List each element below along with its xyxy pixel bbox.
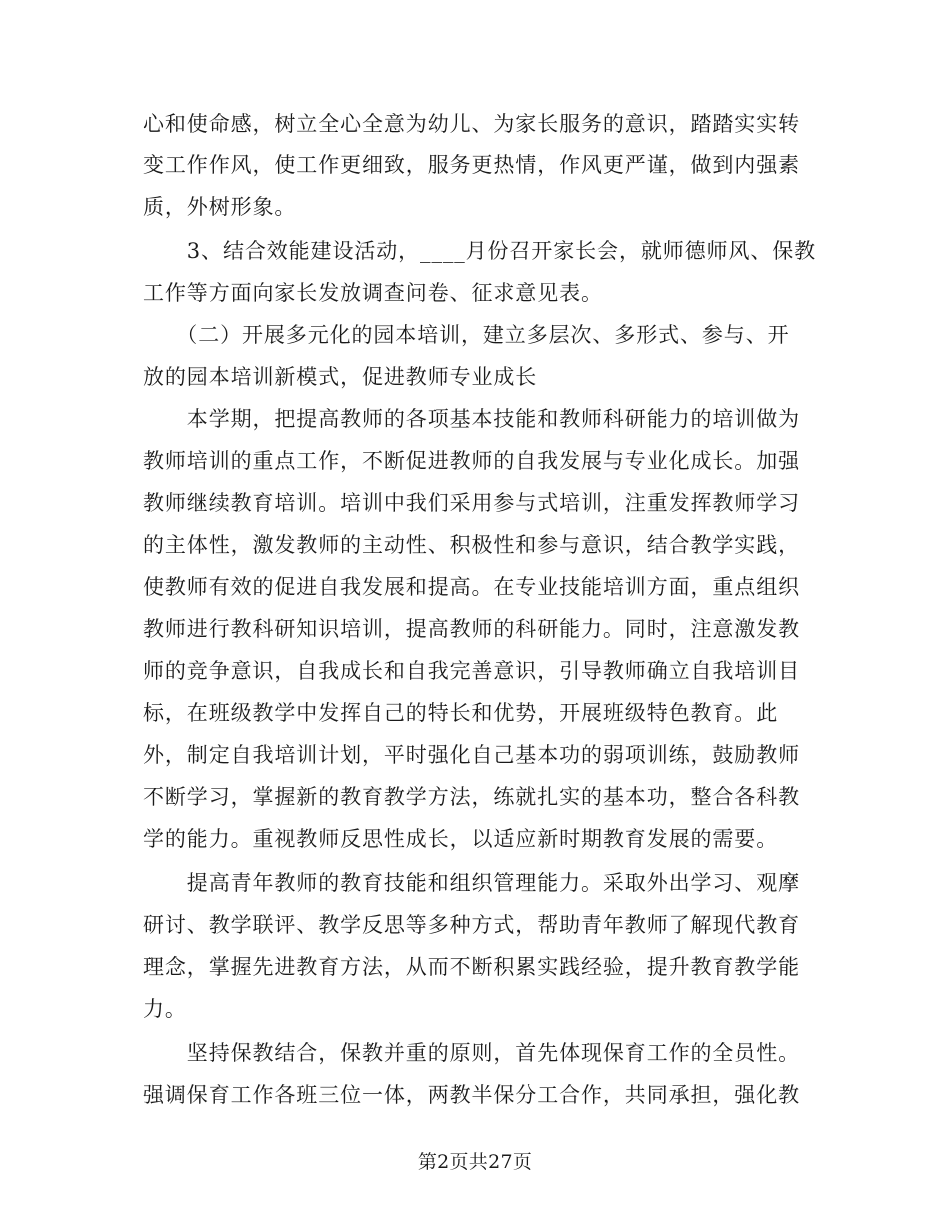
- text-line: 使教师有效的促进自我发展和提高。在专业技能培训方面，重点组织: [143, 575, 800, 599]
- text-line: 坚持保教结合，保教并重的原则，首先体现保育工作的全员性。: [143, 1041, 800, 1065]
- text-line: 的主体性，激发教师的主动性、积极性和参与意识，结合教学实践，: [143, 533, 800, 557]
- text-line: 心和使命感，树立全心全意为幼儿、为家长服务的意识，踏踏实实转: [143, 112, 800, 136]
- text-line: 质，外树形象。: [143, 195, 297, 219]
- text-line: 教师进行教科研知识培训，提高教师的科研能力。同时，注意激发教: [143, 617, 800, 641]
- text-line: 学的能力。重视教师反思性成长，以适应新时期教育发展的需要。: [143, 827, 779, 851]
- text-line: （二）开展多元化的园本培训，建立多层次、多形式、参与、开: [143, 323, 790, 347]
- text-line: 放的园本培训新模式，促进教师专业成长: [143, 365, 538, 389]
- text-line: 教师继续教育培训。培训中我们采用参与式培训，注重发挥教师学习: [143, 491, 800, 515]
- text-line: 不断学习，掌握新的教育教学方法，练就扎实的基本功，整合各科教: [143, 785, 800, 809]
- text-line: 研讨、教学联评、教学反思等多种方式，帮助青年教师了解现代教育: [143, 913, 800, 937]
- text-line: 工作等方面向家长发放调查问卷、征求意见表。: [143, 281, 603, 305]
- text-line: 理念，掌握先进教育方法，从而不断积累实践经验，提升教育教学能: [143, 955, 800, 979]
- text-line: 变工作作风，使工作更细致，服务更热情，作风更严谨，做到内强素: [143, 153, 800, 177]
- text-line: 3、结合效能建设活动，____月份召开家长会，就师德师风、保教: [143, 239, 817, 263]
- text-line: 标，在班级教学中发挥自己的特长和优势，开展班级特色教育。此: [143, 701, 779, 725]
- page-number-footer: 第2页共27页: [417, 1151, 533, 1173]
- text-line: 强调保育工作各班三位一体，两教半保分工合作，共同承担，强化教: [143, 1083, 800, 1107]
- text-line: 师的竞争意识，自我成长和自我完善意识，引导教师确立自我培训目: [143, 659, 800, 683]
- text-line: 提高青年教师的教育技能和组织管理能力。采取外出学习、观摩: [143, 871, 800, 895]
- text-line: 外，制定自我培训计划，平时强化自己基本功的弱项训练，鼓励教师: [143, 743, 800, 767]
- text-line: 教师培训的重点工作，不断促进教师的自我发展与专业化成长。加强: [143, 449, 800, 473]
- text-line: 力。: [143, 997, 187, 1021]
- text-line: 本学期，把提高教师的各项基本技能和教师科研能力的培训做为: [143, 407, 800, 431]
